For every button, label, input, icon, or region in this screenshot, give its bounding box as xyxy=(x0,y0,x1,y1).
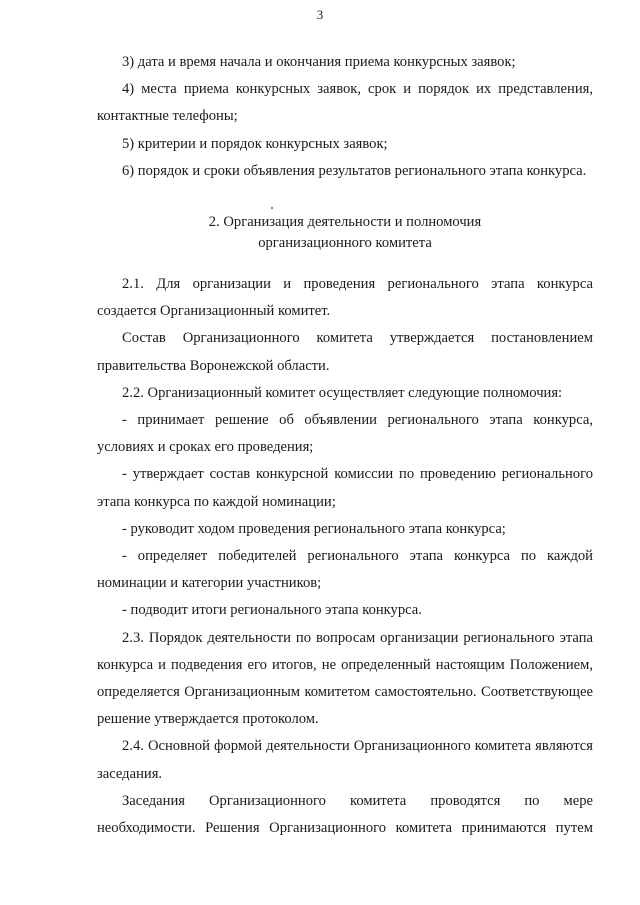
powers-item-winners: - определяет победителей регионального этапа конкурса по каждой номинации и категории участников; xyxy=(97,548,593,592)
paragraph-2-1: 2.1. Для организации и проведения регионального этапа конкурса создается Организационный комитет. xyxy=(97,276,593,320)
spacer xyxy=(97,254,593,271)
section-heading-line-1: 2. Организация деятельности и полномочия xyxy=(208,214,482,231)
list-item-6: 6) порядок и сроки объявления результатов регионального этапа конкурса. xyxy=(122,162,587,179)
section-heading-line-2: организационного комитета xyxy=(258,235,432,252)
page-number: 3 xyxy=(316,7,324,22)
paragraph-meetings: Заседания Организационного комитета проводятся по мере необходимости. Решения Организационного комитета принимаются путем xyxy=(97,792,593,837)
powers-item-direct: - руководит ходом проведения регионального этапа конкурса; xyxy=(122,520,506,537)
paragraph-2-2: 2.2. Организационный комитет осуществляет следующие полномочия: xyxy=(122,384,563,401)
spacer xyxy=(97,185,593,212)
section-heading xyxy=(97,212,593,254)
powers-item-announce: - принимает решение об объявлении регионального этапа конкурса, условиях и сроках его проведения; xyxy=(97,412,593,456)
powers-item-results: - подводит итоги регионального этапа конкурса. xyxy=(122,602,422,619)
paragraph-committee-composition: Состав Организационного комитета утверждается постановлением правительства Воронежской области. xyxy=(97,330,593,374)
paragraph-2-3: 2.3. Порядок деятельности по вопросам организации регионального этапа конкурса и подведения его итогов, не определенный настоящим Положением, определяется Организационным комитетом самостоятельно. Соответствующее решение утверждается протоколом. xyxy=(97,629,593,728)
list-item-3: 3) дата и время начала и окончания приема конкурсных заявок; xyxy=(122,54,516,70)
powers-item-approve-commission: - утверждает состав конкурсной комиссии по проведению регионального этапа конкурса по каждой номинации; xyxy=(97,466,593,510)
list-item-5: 5) критерии и порядок конкурсных заявок; xyxy=(122,135,388,152)
document-body xyxy=(97,49,593,842)
paragraph-2-4: 2.4. Основной формой деятельности Организационного комитета являются заседания. xyxy=(97,738,593,782)
list-item-4: 4) места приема конкурсных заявок, срок и порядок их представления, контактные телефоны; xyxy=(97,81,593,125)
